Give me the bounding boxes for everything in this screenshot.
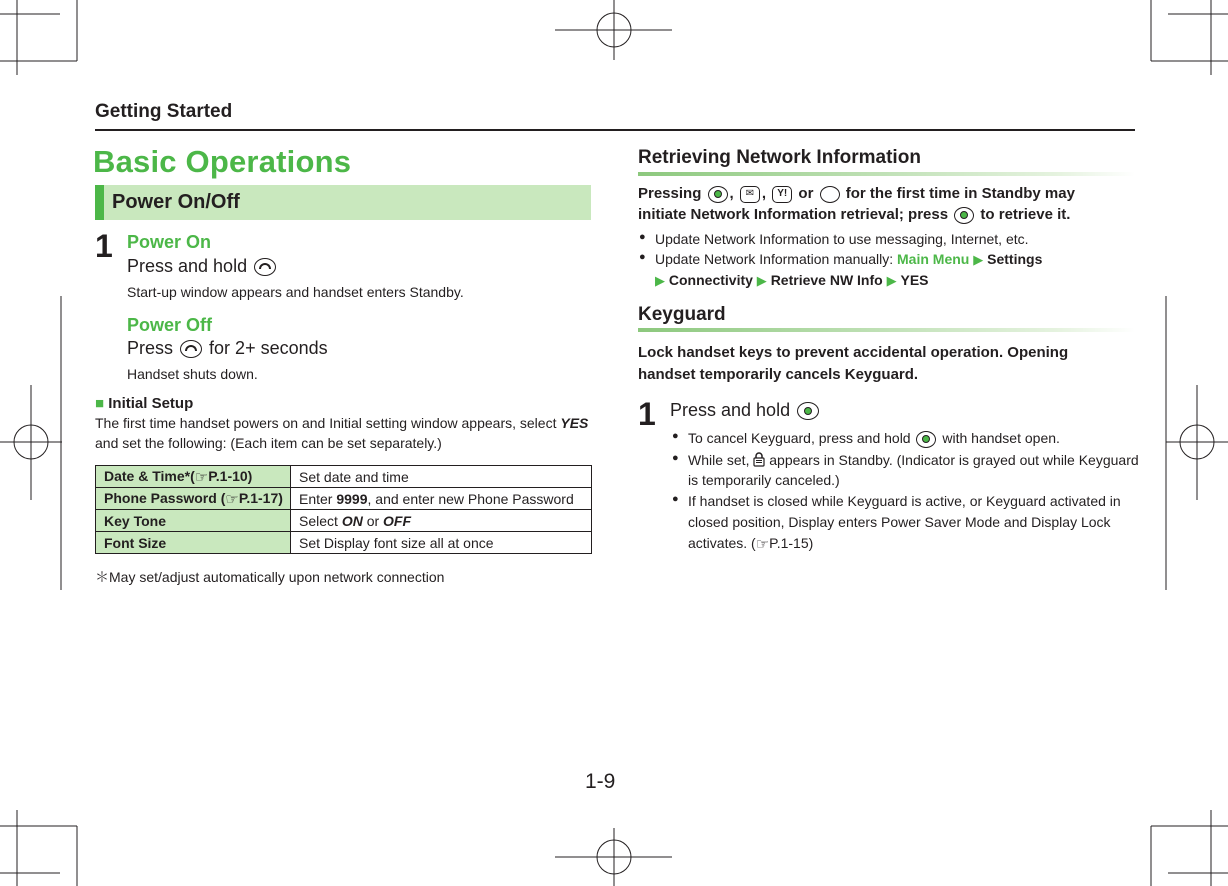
table-key-cell xyxy=(96,466,291,488)
initial-setup-desc-text: The first time handset powers on and Initial setting window appears, select xyxy=(95,415,557,431)
initial-setup-heading xyxy=(95,395,193,412)
keyguard-bullet-3-ref: P.1-15) xyxy=(769,535,814,551)
table-key-cell xyxy=(96,532,291,554)
triangle-arrow-icon: ▶ xyxy=(973,252,984,267)
footnote: ＊May set/adjust automatically upon network connection xyxy=(95,569,445,585)
page-number: 1-9 xyxy=(585,770,616,793)
table-value-cell xyxy=(291,532,592,554)
retrieve-heading: Retrieving Network Information xyxy=(638,147,921,168)
page-title: Basic Operations xyxy=(93,144,352,179)
keyguard-bullet-2-line2: is temporarily canceled.) xyxy=(688,472,840,488)
table-row xyxy=(96,532,592,554)
initial-setup-desc-line2: and set the following: (Each item can be set separately.) xyxy=(95,435,442,451)
keyguard-bullet-3-line2: closed position, Display enters Power Saver Mode and Display Lock xyxy=(688,514,1111,530)
keyguard-bullet-1-pre: To cancel Keyguard, press and hold xyxy=(688,430,911,446)
power-off-note: Handset shuts down. xyxy=(127,366,258,382)
row-value: Set Display font size all at once xyxy=(299,534,494,551)
power-off-action-prefix: Press xyxy=(127,338,174,358)
retrieve-lead-end: to retrieve it. xyxy=(980,206,1071,223)
subhead-label: Power On/Off xyxy=(112,191,240,213)
power-off-title: Power Off xyxy=(127,315,213,335)
hand-pointer-icon: ☞ xyxy=(755,536,770,553)
row-value: Select xyxy=(299,512,342,529)
nav-key-icon xyxy=(820,186,840,203)
row-key: Key Tone xyxy=(104,512,166,529)
triangle-arrow-icon: ▶ xyxy=(655,273,665,288)
keyguard-bullet-2 xyxy=(688,452,1139,468)
retrieve-lead-line1: Pressing , ✉ , Y! or for the first time in Standby may xyxy=(638,185,1075,202)
row-key: Font Size xyxy=(104,534,167,551)
table-value-cell xyxy=(291,510,592,532)
keyguard-bullet-1-post: with handset open. xyxy=(942,430,1060,446)
retrieve-bullet-2-text: Update Network Information manually: xyxy=(655,251,894,267)
row-value-bold: 9999 xyxy=(336,490,368,507)
keyguard-bullet-2-pre: While set, xyxy=(688,452,750,468)
keyguard-step-number: 1 xyxy=(638,396,656,432)
menu-settings: Settings xyxy=(987,251,1043,267)
end-key-icon xyxy=(254,258,276,276)
header-divider xyxy=(95,129,1135,131)
menu-yes: YES xyxy=(900,272,929,288)
lock-icon xyxy=(753,452,765,466)
keyguard-bullet-3-line3-pre: activates. ( xyxy=(688,535,756,551)
subhead-power-on-off xyxy=(95,185,591,220)
table-row xyxy=(96,488,592,510)
retrieve-lead-pressing: Pressing xyxy=(638,185,702,202)
power-on-title: Power On xyxy=(127,232,212,252)
mail-key-icon: ✉ xyxy=(740,186,760,203)
row-value-rest: , and enter new Phone Password xyxy=(367,490,574,507)
step-number: 1 xyxy=(95,228,113,264)
row-key: Phone Password ( xyxy=(104,489,226,506)
row-value-on: ON xyxy=(341,512,363,529)
end-key-icon xyxy=(180,340,202,358)
center-key-icon xyxy=(954,207,974,224)
retrieve-lead-rest: for the first time in Standby may xyxy=(845,185,1075,202)
keyguard-lead-line1: Lock handset keys to prevent accidental operation. Opening xyxy=(638,344,1069,361)
keyguard-bullet-3: ● If handset is closed while Keyguard is active, or Keyguard activated in xyxy=(688,493,1121,509)
section-title: Getting Started xyxy=(95,101,233,122)
menu-connectivity: Connectivity xyxy=(668,272,753,288)
keyguard-step xyxy=(670,400,821,421)
table-row xyxy=(96,510,592,532)
initial-setup-title: Initial Setup xyxy=(108,395,194,412)
row-ref: P.1-17) xyxy=(238,489,283,506)
initial-setup-yes: YES xyxy=(560,415,589,431)
power-on-note: Start-up window appears and handset enters Standby. xyxy=(127,284,464,300)
initial-setup-table xyxy=(95,465,592,554)
retrieve-lead-initiate: initiate Network Information retrieval; press xyxy=(638,206,949,223)
power-on-action xyxy=(127,256,278,277)
initial-setup-marker: ■ xyxy=(95,395,105,412)
table-key-cell xyxy=(96,488,291,510)
keyguard-bullet-1 xyxy=(688,430,1060,448)
retrieve-bullet-2 xyxy=(655,251,1042,268)
keyguard-bullet-2-post: appears in Standby. (Indicator is grayed out while Keyguard xyxy=(769,452,1139,468)
row-key: Date & Time*( xyxy=(104,467,195,484)
keyguard-heading-rule xyxy=(638,328,1135,332)
row-value-or: or xyxy=(362,512,384,529)
center-key-icon xyxy=(916,431,936,448)
table-row xyxy=(96,466,592,488)
triangle-arrow-icon: ▶ xyxy=(886,273,897,288)
power-off-action-suffix: for 2+ seconds xyxy=(209,338,328,358)
row-value-off: OFF xyxy=(383,512,412,529)
row-ref: P.1-10) xyxy=(208,467,253,484)
table-value-cell xyxy=(291,466,592,488)
hand-pointer-icon: ☞ xyxy=(194,468,209,486)
retrieve-lead-line2 xyxy=(638,206,1070,224)
keyguard-heading: Keyguard xyxy=(638,304,726,325)
triangle-arrow-icon: ▶ xyxy=(756,273,767,288)
center-key-icon xyxy=(797,402,819,420)
yahoo-key-icon: Y! xyxy=(772,186,792,203)
menu-retrieve: Retrieve NW Info xyxy=(770,272,883,288)
retrieve-bullet-2-cont xyxy=(655,272,929,289)
retrieve-lead-or: or xyxy=(798,185,814,202)
power-on-action-text: Press and hold xyxy=(127,256,248,276)
power-off-action xyxy=(127,338,328,359)
subhead-accent xyxy=(95,185,104,220)
table-key-cell xyxy=(96,510,291,532)
retrieve-heading-rule xyxy=(638,172,1135,176)
table-value-cell xyxy=(291,488,592,510)
keyguard-lead-line2: handset temporarily cancels Keyguard. xyxy=(638,366,919,383)
row-value: Set date and time xyxy=(299,468,409,485)
retrieve-bullet-1: ● Update Network Information to use messaging, Internet, etc. xyxy=(655,231,1029,247)
menu-main: Main Menu xyxy=(897,251,970,267)
keyguard-bullet-3-line3 xyxy=(688,535,813,553)
center-key-icon xyxy=(708,186,728,203)
hand-pointer-icon: ☞ xyxy=(225,490,239,508)
keyguard-step-text: Press and hold xyxy=(670,400,791,420)
initial-setup-desc-line1 xyxy=(95,415,588,431)
row-value: Enter xyxy=(299,490,337,507)
